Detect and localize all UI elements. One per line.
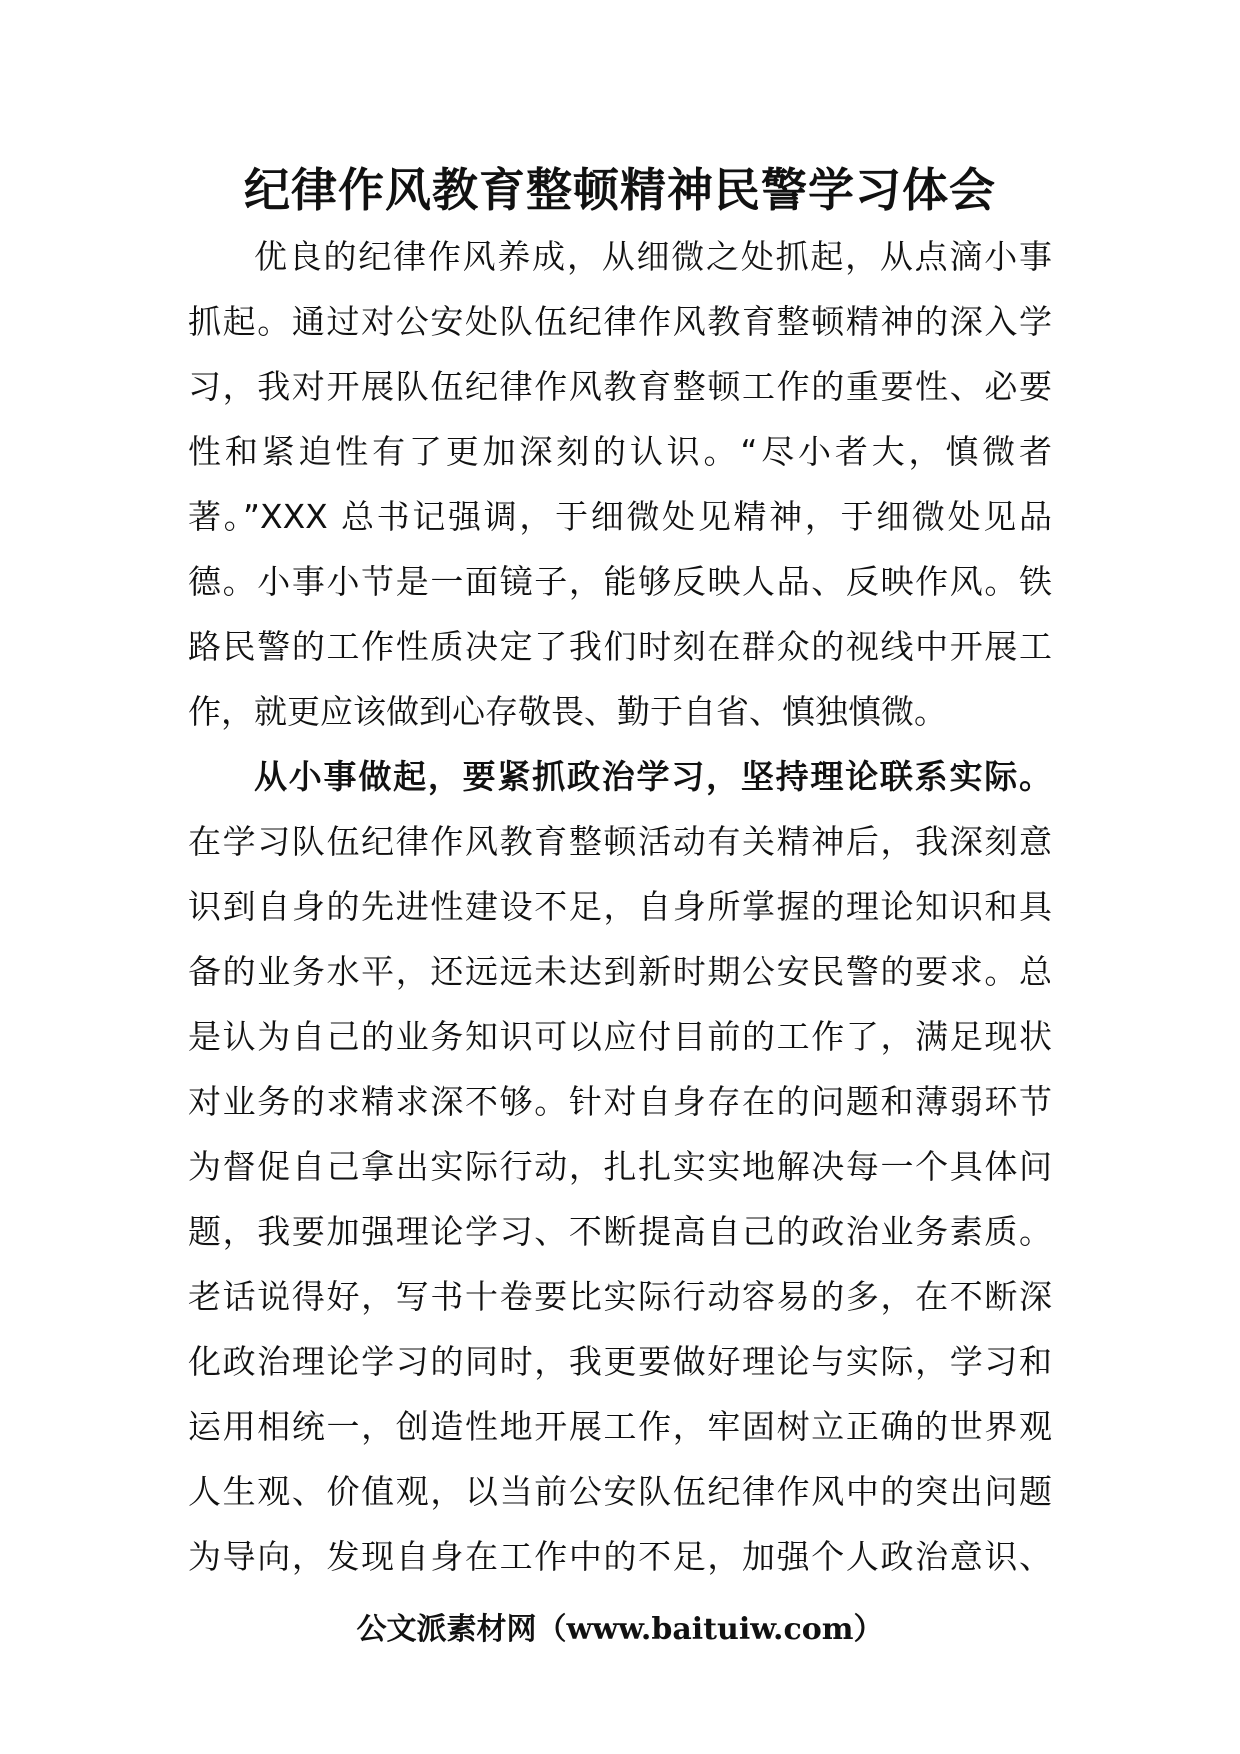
paragraph-1-line-8: 作，就更应该做到心存敬畏、勤于自省、慎独慎微。 bbox=[188, 692, 947, 731]
paragraph-2-line-9: 化政治理论学习的同时，我更要做好理论与实际，学习和 bbox=[188, 1342, 1052, 1381]
paragraph-2-line-12: 为导向，发现自身在工作中的不足，加强个人政治意识、 bbox=[188, 1537, 1052, 1576]
paragraph-2-line-7: 题，我要加强理论学习、不断提高自己的政治业务素质。 bbox=[188, 1212, 1052, 1251]
paragraph-1-line-4: 性和紧迫性有了更加深刻的认识。“尽小者大，慎微者 bbox=[188, 432, 1052, 471]
paragraph-2-line-8: 老话说得好，写书十卷要比实际行动容易的多，在不断深 bbox=[188, 1277, 1052, 1316]
paragraph-2-heading: 从小事做起，要紧抓政治学习，坚持理论联系实际。 bbox=[254, 757, 1052, 796]
paragraph-2-line-2: 识到自身的先进性建设不足，自身所掌握的理论知识和具 bbox=[188, 887, 1052, 926]
paragraph-1-line-6: 德。小事小节是一面镜子，能够反映人品、反映作风。铁 bbox=[188, 562, 1052, 601]
paragraph-2-line-3: 备的业务水平，还远远未达到新时期公安民警的要求。总 bbox=[188, 952, 1052, 991]
paragraph-2-line-4: 是认为自己的业务知识可以应付目前的工作了，满足现状 bbox=[188, 1017, 1052, 1056]
paragraph-2-line-11: 人生观、价值观，以当前公安队伍纪律作风中的突出问题 bbox=[188, 1472, 1052, 1511]
paragraph-1-line-1: 优良的纪律作风养成，从细微之处抓起，从点滴小事 bbox=[254, 237, 1052, 276]
document-title: 纪律作风教育整顿精神民警学习体会 bbox=[244, 163, 996, 217]
paragraph-2-line-10: 运用相统一，创造性地开展工作，牢固树立正确的世界观 bbox=[188, 1407, 1052, 1446]
paragraph-2-line-6: 为督促自己拿出实际行动，扎扎实实地解决每一个具体问 bbox=[188, 1147, 1052, 1186]
document-body bbox=[188, 224, 1052, 1589]
paragraph-2-line-5: 对业务的求精求深不够。针对自身存在的问题和薄弱环节 bbox=[188, 1082, 1052, 1121]
paragraph-1-line-7: 路民警的工作性质决定了我们时刻在群众的视线中开展工 bbox=[188, 627, 1052, 666]
paragraph-2-line-1: 在学习队伍纪律作风教育整顿活动有关精神后，我深刻意 bbox=[188, 822, 1052, 861]
footer-source: 公文派素材网（www.baituiw.com） bbox=[356, 1612, 884, 1647]
paragraph-1-line-2: 抓起。通过对公安处队伍纪律作风教育整顿精神的深入学 bbox=[188, 302, 1052, 341]
paragraph-1-line-3: 习，我对开展队伍纪律作风教育整顿工作的重要性、必要 bbox=[188, 367, 1052, 406]
paragraph-1-line-5: 著。”XXX 总书记强调，于细微处见精神，于细微处见品 bbox=[188, 497, 1052, 536]
